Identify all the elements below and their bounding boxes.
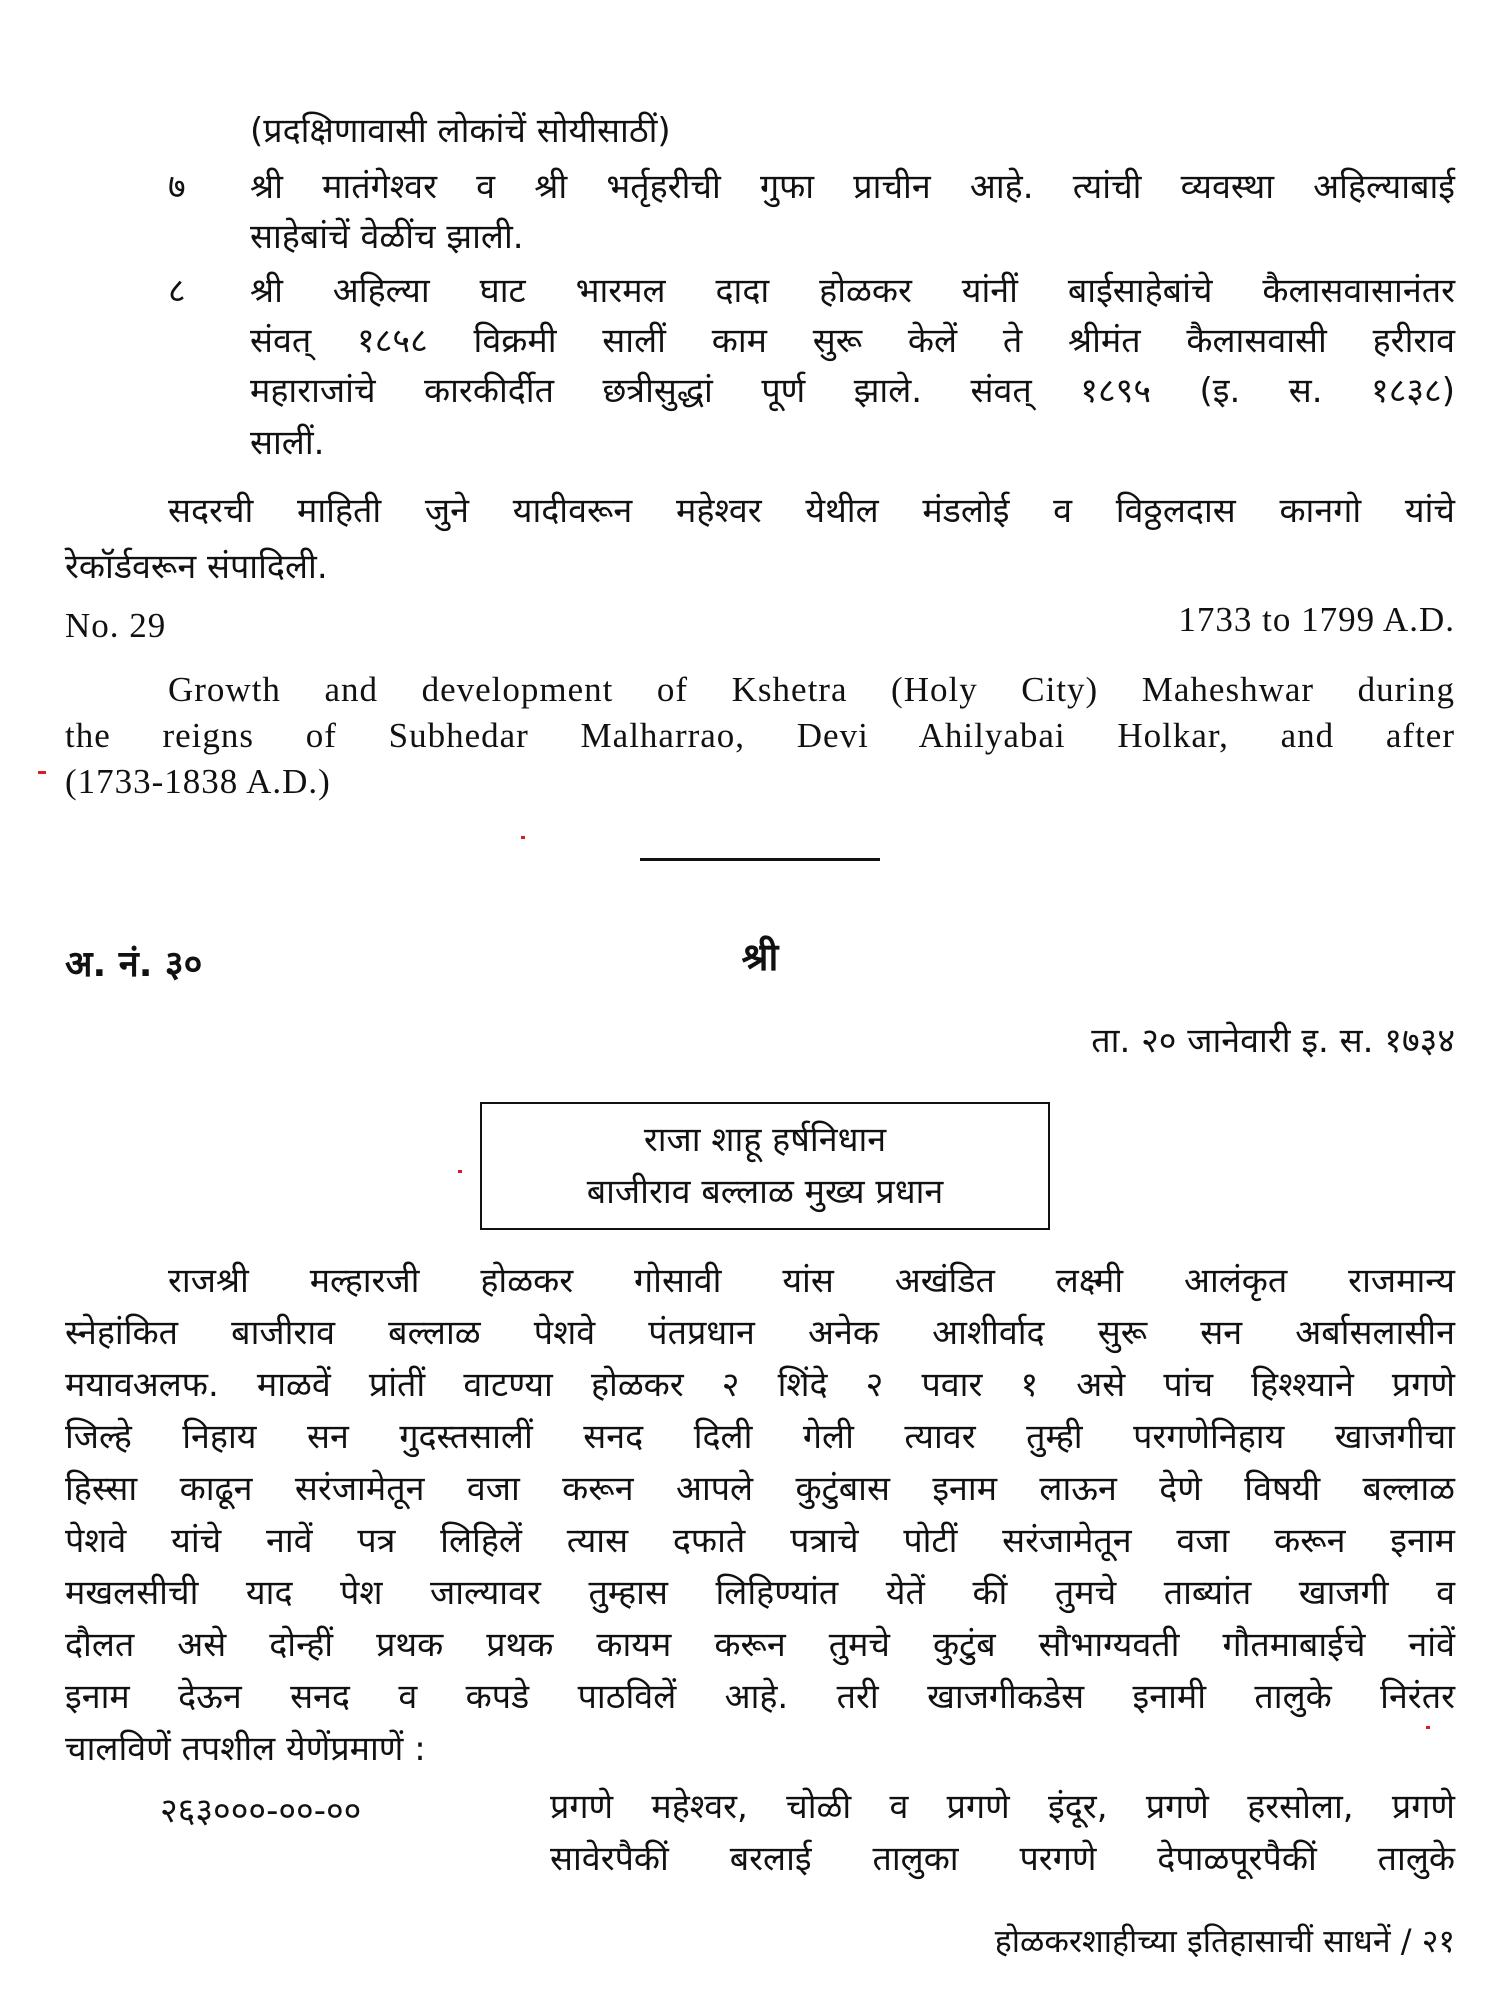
english-date-range: 1733 to 1799 A.D. [1178, 600, 1455, 639]
english-line: Growth and development of Kshetra (Holy City) Maheshwar during [168, 670, 1455, 709]
item-line: श्री मातंगेश्वर व श्री भर्तृहरीची गुफा प्राचीन आहे. त्यांची व्यवस्था अहिल्याबाई [250, 167, 1455, 207]
body-line: मखलसीची याद पेश जाल्यावर तुम्हास लिहिण्यांत येतें कीं तुमचे ताब्यांत खाजगी व [65, 1573, 1455, 1613]
document-date: ता. २० जानेवारी इ. स. १७३४ [1091, 1021, 1455, 1061]
item-line: साहेबांचें वेळींच झाली. [250, 217, 524, 257]
body-line: इनाम देऊन सनद व कपडे पाठविलें आहे. तरी खाजगीकडेस इनामी तालुके निरंतर [65, 1677, 1455, 1717]
english-line: (1733-1838 A.D.) [65, 762, 331, 801]
body-line: जिल्हे निहाय सन गुदस्तसालीं सनद दिली गेली त्यावर तुम्ही परगणेनिहाय खाजगीचा [65, 1417, 1455, 1457]
ledger-amount: २६३०००-००-०० [160, 1791, 362, 1831]
scan-speck [38, 771, 46, 774]
seal-line: राजा शाहू हर्षनिधान [643, 1120, 887, 1160]
scan-speck [458, 1170, 462, 1173]
ledger-line: सावेरपैकीं बरलाई तालुका परगणे देपाळपूरपैकीं तालुके [550, 1839, 1455, 1879]
item-number: ८ [168, 271, 186, 311]
ledger-line: प्रगणे महेश्वर, चोळी व प्रगणे इंदूर, प्रगणे हरसोला, प्रगणे [550, 1787, 1455, 1827]
body-line: मयावअलफ. माळवें प्रांतीं वाटण्या होळकर २ शिंदे २ पवार १ असे पांच हिश्श्याने प्रगणे [65, 1365, 1455, 1405]
document-serial: अ. नं. ३० [65, 944, 203, 985]
item-number: ७ [168, 167, 186, 207]
page-footer: होळकरशाहीच्या इतिहासाचीं साधनें / २१ [994, 1922, 1455, 1960]
scan-speck [1426, 1726, 1430, 1729]
body-line: हिस्सा काढून सरंजामेतून वजा करून आपले कुटुंबास इनाम लाऊन देणे विषयी बल्लाळ [65, 1469, 1455, 1509]
source-line: रेकॉर्डवरून संपादिली. [65, 547, 328, 587]
item-line: महाराजांचे कारकीर्दीत छत्रीसुद्धां पूर्ण झाले. संवत् १८९५ (इ. स. १८३८) [250, 371, 1455, 411]
item-line: संवत् १८५८ विक्रमी सालीं काम सुरू केलें ते श्रीमंत कैलासवासी हरीराव [250, 321, 1455, 361]
seal-line: बाजीराव बल्लाळ मुख्य प्रधान [586, 1172, 944, 1212]
body-line: स्नेहांकित बाजीराव बल्लाळ पेशवे पंतप्रधान अनेक आशीर्वाद सुरू सन अर्बासलासीन [65, 1313, 1455, 1353]
scan-speck [521, 836, 525, 839]
section-divider [640, 858, 880, 861]
seal-box [480, 1102, 1050, 1230]
body-line: दौलत असे दोन्हीं प्रथक प्रथक कायम करून तुमचे कुटुंब सौभाग्यवती गौतमाबाईचे नांवें [65, 1625, 1455, 1665]
item-line: सालीं. [250, 423, 325, 463]
heading-note: (प्रदक्षिणावासी लोकांचें सोयीसाठीं) [250, 111, 671, 151]
body-line: चालविणें तपशील येणेंप्रमाणें : [65, 1729, 426, 1769]
document-invocation: श्री [741, 935, 779, 979]
english-number: No. 29 [65, 606, 167, 645]
body-line: राजश्री मल्हारजी होळकर गोसावी यांस अखंडित लक्ष्मी आलंकृत राजमान्य [168, 1261, 1455, 1301]
body-line: पेशवे यांचे नावें पत्र लिहिलें त्यास दफाते पत्राचे पोटीं सरंजामेतून वजा करून इनाम [65, 1521, 1455, 1561]
source-line: सदरची माहिती जुने यादीवरून महेश्वर येथील मंडलोई व विठ्ठलदास कानगो यांचे [168, 491, 1455, 531]
item-line: श्री अहिल्या घाट भारमल दादा होळकर यांनीं बाईसाहेबांचे कैलासवासानंतर [250, 271, 1455, 311]
english-line: the reigns of Subhedar Malharrao, Devi Ahilyabai Holkar, and after [65, 716, 1455, 755]
